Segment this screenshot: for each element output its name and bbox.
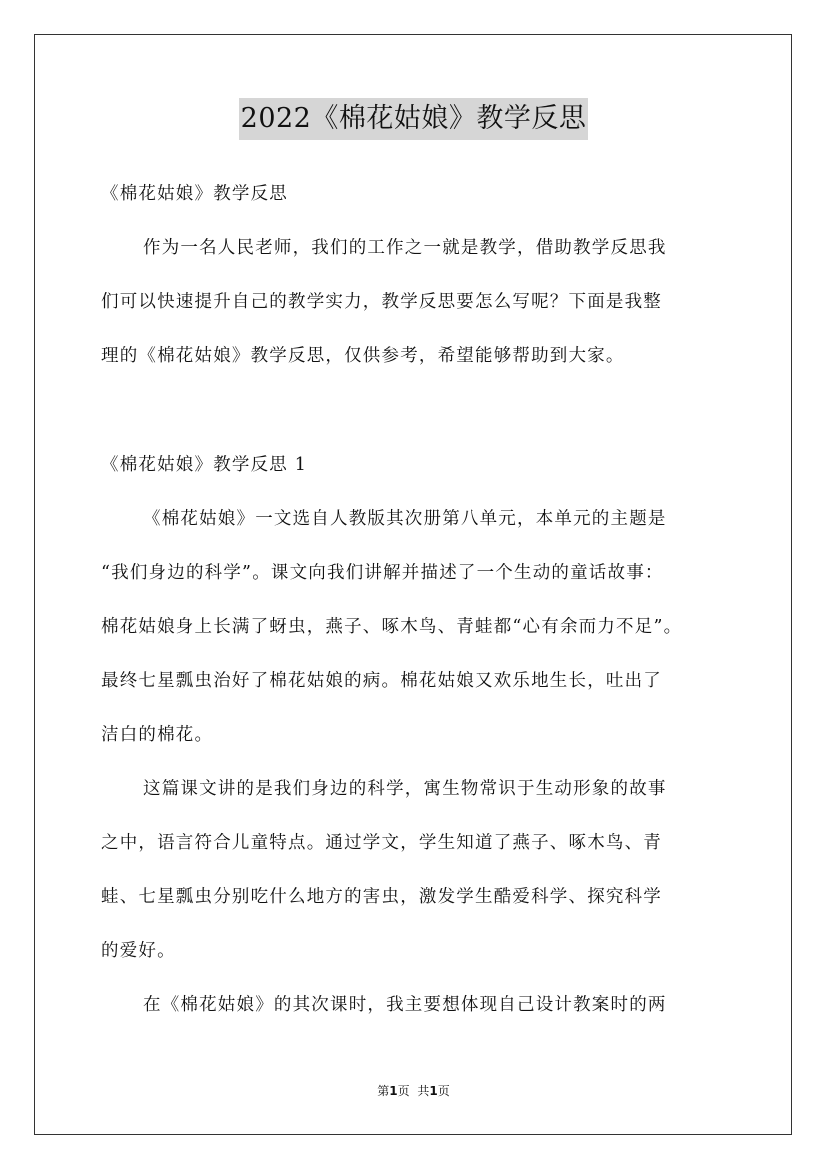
intro-line-1: 作为一名人民老师，我们的工作之一就是教学，借助教学反思我 [143,238,667,258]
footer-page-number: 1 [389,1084,398,1098]
page-footer [0,1083,827,1099]
footer-page-prefix: 第 [377,1084,390,1098]
document-title: 2022《棉花姑娘》教学反思 [239,98,589,140]
intro-line-2: 们可以快速提升自己的教学实力，教学反思要怎么写呢？下面是我整 [101,292,662,312]
intro-line-3: 理的《棉花姑娘》教学反思，仅供参考，希望能够帮助到大家。 [101,346,625,366]
section-heading: 《棉花姑娘》教学反思 1 [101,455,308,475]
para2-line-1: 这篇课文讲的是我们身边的科学，寓生物常识于生动形象的故事 [143,779,667,799]
para1-line-5: 洁白的棉花。 [101,725,214,745]
para1-line-2: “我们身边的科学”。课文向我们讲解并描述了一个生动的童话故事： [101,563,664,583]
para1-line-4: 最终七星瓢虫治好了棉花姑娘的病。棉花姑娘又欢乐地生长，吐出了 [101,671,662,691]
footer-total-suffix: 页 [437,1084,450,1098]
para2-line-3: 蛙、七星瓢虫分别吃什么地方的害虫，激发学生酷爱科学、探究科学 [101,887,662,907]
para3-line-1: 在《棉花姑娘》的其次课时，我主要想体现自己设计教案时的两 [143,995,667,1015]
footer-total-prefix: 共 [417,1084,430,1098]
para2-line-4: 的爱好。 [101,941,176,961]
para2-line-2: 之中，语言符合儿童特点。通过学文，学生知道了燕子、啄木鸟、青 [101,833,662,853]
footer-total-number: 1 [429,1084,438,1098]
subtitle: 《棉花姑娘》教学反思 [101,184,288,204]
footer-page-suffix: 页 [397,1084,410,1098]
title-container [0,98,827,140]
para1-line-3: 棉花姑娘身上长满了蚜虫，燕子、啄木鸟、青蛙都“心有余而力不足”。 [101,617,683,637]
para1-line-1: 《棉花姑娘》一文选自人教版其次册第八单元，本单元的主题是 [143,509,667,529]
